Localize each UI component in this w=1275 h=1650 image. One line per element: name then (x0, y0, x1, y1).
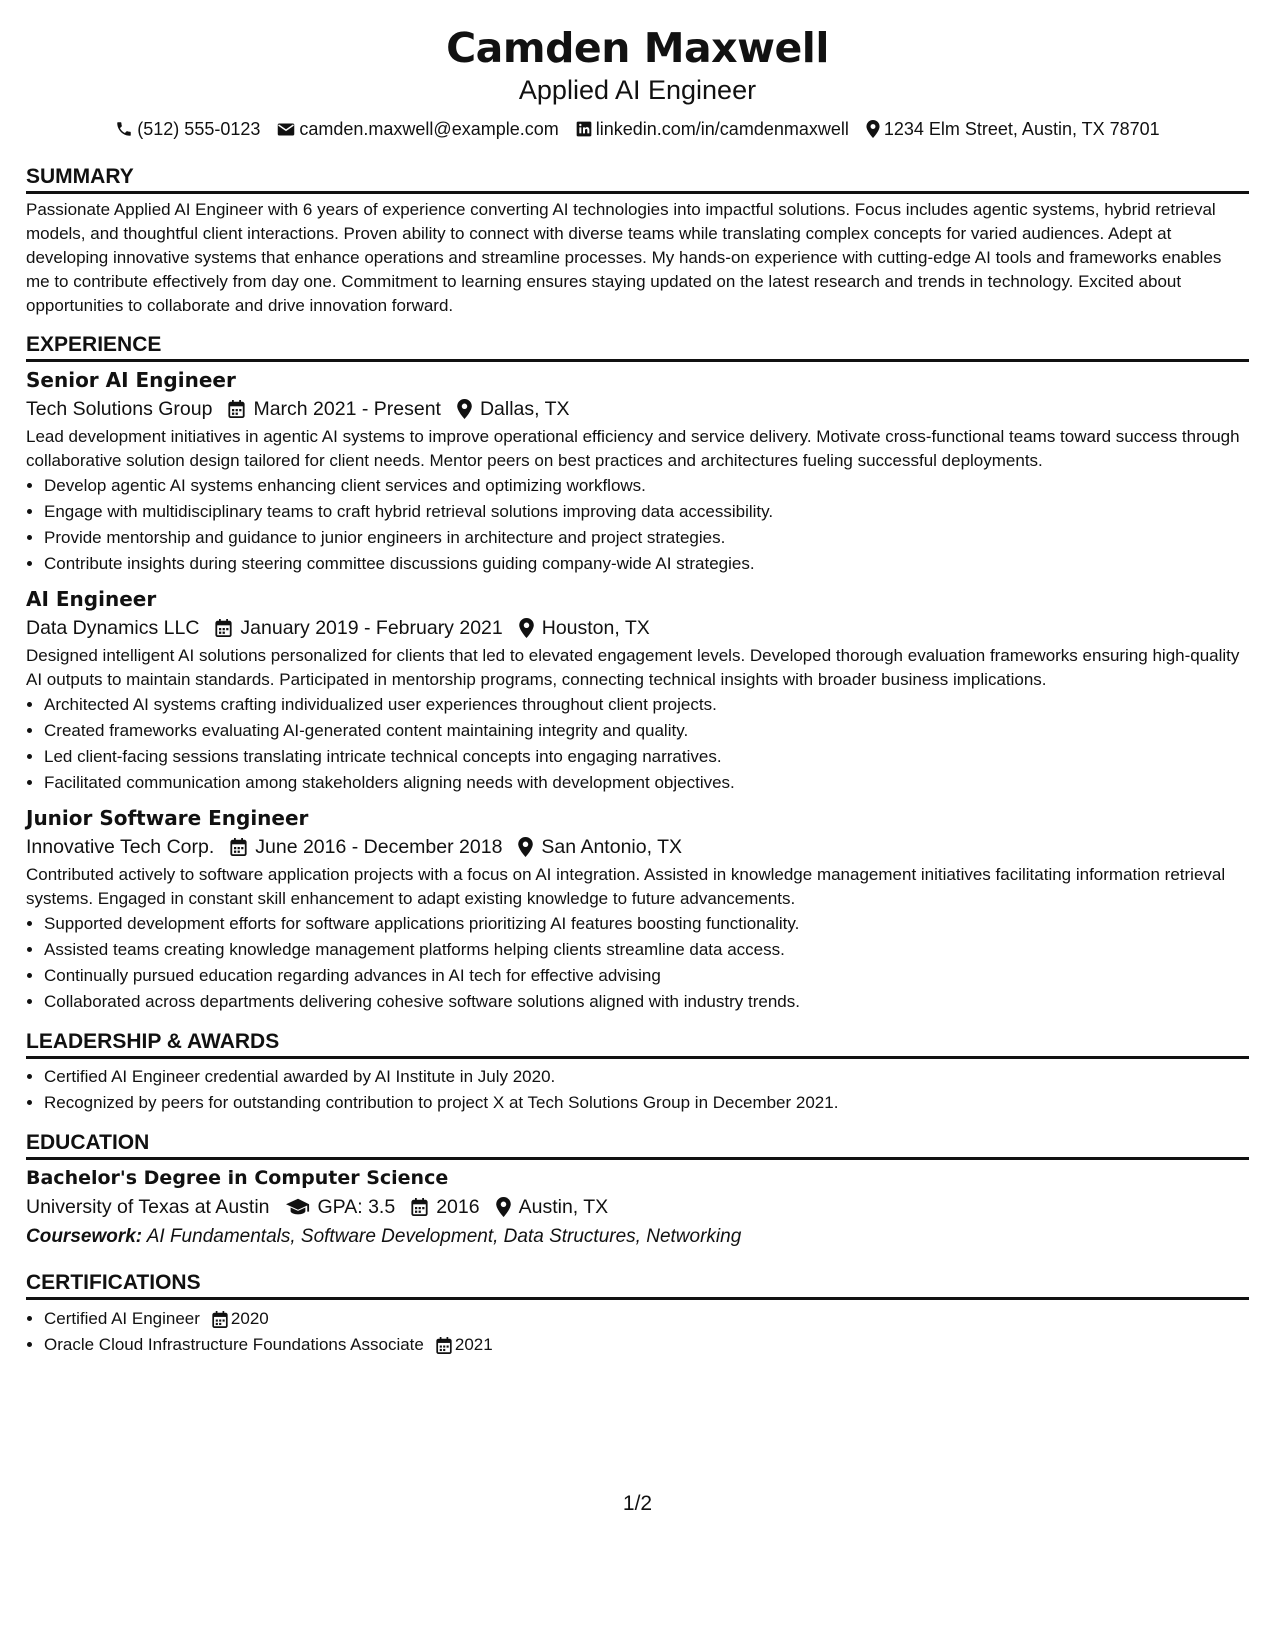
job-company (26, 613, 199, 643)
calendar-icon (436, 1337, 452, 1354)
calendar-icon (215, 619, 232, 637)
job-location (518, 832, 682, 862)
job-meta (26, 394, 1249, 424)
job-title: AI Engineer (26, 587, 157, 611)
map-marker-icon (496, 1197, 511, 1217)
calendar-icon (411, 1198, 428, 1216)
job-description: Contributed actively to software application projects with a focus on AI integration. Assisted in knowledge management initiatives facilitating information retrieval systems. Engaged in constant skill enhancement to adapt existing knowledge to future advancements. (26, 865, 1226, 908)
school-location (496, 1192, 609, 1222)
location-text: San Antonio, TX (541, 836, 682, 858)
list-item: • Created frameworks evaluating AI-generated content maintaining integrity and quality. (44, 718, 1249, 744)
location-text: Houston, TX (541, 617, 650, 639)
job-meta (26, 832, 1249, 862)
gpa (286, 1192, 396, 1222)
job-bullets (26, 473, 1249, 577)
coursework-text: AI Fundamentals, Software Development, Data Structures, Networking (146, 1226, 742, 1247)
location-text: Austin, TX (518, 1196, 609, 1218)
list-item: • Collaborated across departments delivering cohesive software solutions aligned with industry trends. (44, 989, 1249, 1015)
company-text: Data Dynamics LLC (26, 617, 200, 639)
graduation-year (411, 1192, 479, 1222)
contact-bar (26, 118, 1249, 140)
job-location (519, 613, 650, 643)
list-item: • Continually pursued education regarding advances in AI tech for effective advising (44, 963, 1249, 989)
company-text: Innovative Tech Corp. (26, 836, 215, 858)
list-item: • Architected AI systems crafting individualized user experiences throughout client projects. (44, 692, 1249, 718)
list-item: • Facilitated communication among stakeholders aligning needs with development objectives. (44, 770, 1249, 796)
phone-icon (115, 120, 133, 138)
job-entry (26, 366, 1249, 577)
year-text: 2016 (436, 1196, 480, 1218)
job-company (26, 394, 212, 424)
list-item: • Develop agentic AI systems enhancing client services and optimizing workflows. (44, 473, 1249, 499)
dates-text: March 2021 - Present (253, 398, 441, 420)
job-location (457, 394, 570, 424)
job-meta (26, 613, 1249, 643)
list-item (44, 1306, 1249, 1332)
envelope-icon (277, 122, 295, 137)
job-bullets (26, 911, 1249, 1015)
linkedin-link[interactable]: linkedin.com/in/camdenmaxwell (595, 119, 849, 139)
company-text: Tech Solutions Group (26, 398, 213, 420)
job-entry (26, 585, 1249, 796)
job-dates (230, 832, 502, 862)
job-description: Designed intelligent AI solutions personalized for clients that led to elevated engagement levels. Developed thorough evaluation frameworks ensuring high-quality AI outputs to maintain standards. Participated in mentorship programs, connecting technical insights with broader business implications. (26, 646, 1240, 689)
experience-heading: EXPERIENCE (26, 332, 1249, 362)
cert-date (212, 1306, 269, 1332)
coursework-label: Coursework: (26, 1226, 143, 1247)
dates-text: June 2016 - December 2018 (255, 836, 503, 858)
summary-text: Passionate Applied AI Engineer with 6 years of experience converting AI technologies into impactful solutions. Focus includes agentic systems, hybrid retrieval models, and thoughtful client interactions. Proven ability to connect with diverse teams while translating complex concepts for varied audiences. Adept at developing innovative systems that enhance operations and streamline processes. My hands-on experience with cutting-edge AI tools and frameworks enables me to contribute effectively from day one. Commitment to learning ensures staying updated on the latest research and trends in technology. Excited about opportunities to collaborate and drive innovation forward. (26, 200, 1222, 315)
summary-heading: SUMMARY (26, 164, 1249, 194)
graduation-cap-icon (286, 1198, 310, 1216)
candidate-name: Camden Maxwell (446, 24, 829, 72)
job-title: Senior AI Engineer (26, 368, 236, 392)
map-marker-icon (866, 120, 880, 138)
leadership-section (26, 1029, 1249, 1116)
calendar-icon (228, 400, 245, 418)
job-title: Junior Software Engineer (26, 806, 309, 830)
cert-name: • Oracle Cloud Infrastructure Foundations Associate (44, 1335, 424, 1354)
location-text: Dallas, TX (479, 398, 570, 420)
list-item: • Engage with multidisciplinary teams to craft hybrid retrieval solutions improving data accessibility. (44, 499, 1249, 525)
map-marker-icon (518, 837, 533, 857)
school-name (26, 1192, 270, 1222)
education-section (26, 1130, 1249, 1252)
degree-title: Bachelor's Degree in Computer Science (26, 1167, 449, 1189)
job-company (26, 832, 214, 862)
map-marker-icon (457, 399, 472, 419)
contact-address (866, 118, 1160, 140)
certifications-heading: CERTIFICATIONS (26, 1270, 1249, 1300)
leadership-heading: LEADERSHIP & AWARDS (26, 1029, 1249, 1059)
list-item: • Led client-facing sessions translating intricate technical concepts into engaging narratives. (44, 744, 1249, 770)
summary-section (26, 164, 1249, 318)
candidate-title: Applied AI Engineer (518, 75, 757, 105)
certifications-list (26, 1306, 1249, 1358)
cert-name: • Certified AI Engineer (44, 1309, 200, 1328)
list-item: • Contribute insights during steering committee discussions guiding company-wide AI strategies. (44, 551, 1249, 577)
cert-date (436, 1332, 493, 1358)
job-dates (215, 613, 502, 643)
education-meta (26, 1192, 1249, 1222)
contact-email[interactable] (277, 118, 558, 140)
dates-text: January 2019 - February 2021 (240, 617, 503, 639)
linkedin-icon (576, 121, 592, 137)
cert-line (44, 1306, 269, 1332)
list-item: • Recognized by peers for outstanding contribution to project X at Tech Solutions Group in December 2021. (44, 1090, 1249, 1116)
calendar-icon (212, 1311, 228, 1328)
job-bullets (26, 692, 1249, 796)
job-entry (26, 804, 1249, 1015)
list-item: • Provide mentorship and guidance to junior engineers in architecture and project strategies. (44, 525, 1249, 551)
email-link[interactable]: camden.maxwell@example.com (299, 119, 559, 139)
gpa-text: GPA: 3.5 (317, 1196, 396, 1218)
experience-section (26, 332, 1249, 1015)
list-item: • Assisted teams creating knowledge management platforms helping clients streamline data access. (44, 937, 1249, 963)
job-dates (228, 394, 441, 424)
phone-text: (512) 555-0123 (137, 119, 261, 139)
coursework-line (26, 1222, 1249, 1252)
contact-phone (115, 118, 260, 140)
education-heading: EDUCATION (26, 1130, 1249, 1160)
job-description: Lead development initiatives in agentic AI systems to improve operational efficiency and service delivery. Motivate cross-functional teams toward success through collaborative solution design tailored for client needs. Mentor peers on best practices and architectures fueling successful deployments. (26, 427, 1240, 470)
certifications-section (26, 1270, 1249, 1358)
address-text: 1234 Elm Street, Austin, TX 78701 (883, 119, 1160, 139)
resume-header (26, 22, 1249, 140)
cert-year: 2020 (230, 1309, 269, 1328)
cert-line (44, 1332, 493, 1358)
list-item: • Certified AI Engineer credential awarded by AI Institute in July 2020. (44, 1064, 1249, 1090)
list-item (44, 1332, 1249, 1358)
contact-linkedin[interactable] (576, 118, 849, 140)
cert-year: 2021 (454, 1335, 493, 1354)
leadership-list (26, 1064, 1249, 1116)
map-marker-icon (519, 618, 534, 638)
school-text: University of Texas at Austin (26, 1196, 270, 1218)
list-item: • Supported development efforts for software applications prioritizing AI features boosting functionality. (44, 911, 1249, 937)
calendar-icon (230, 838, 247, 856)
page-number: 1/2 (622, 1492, 653, 1515)
